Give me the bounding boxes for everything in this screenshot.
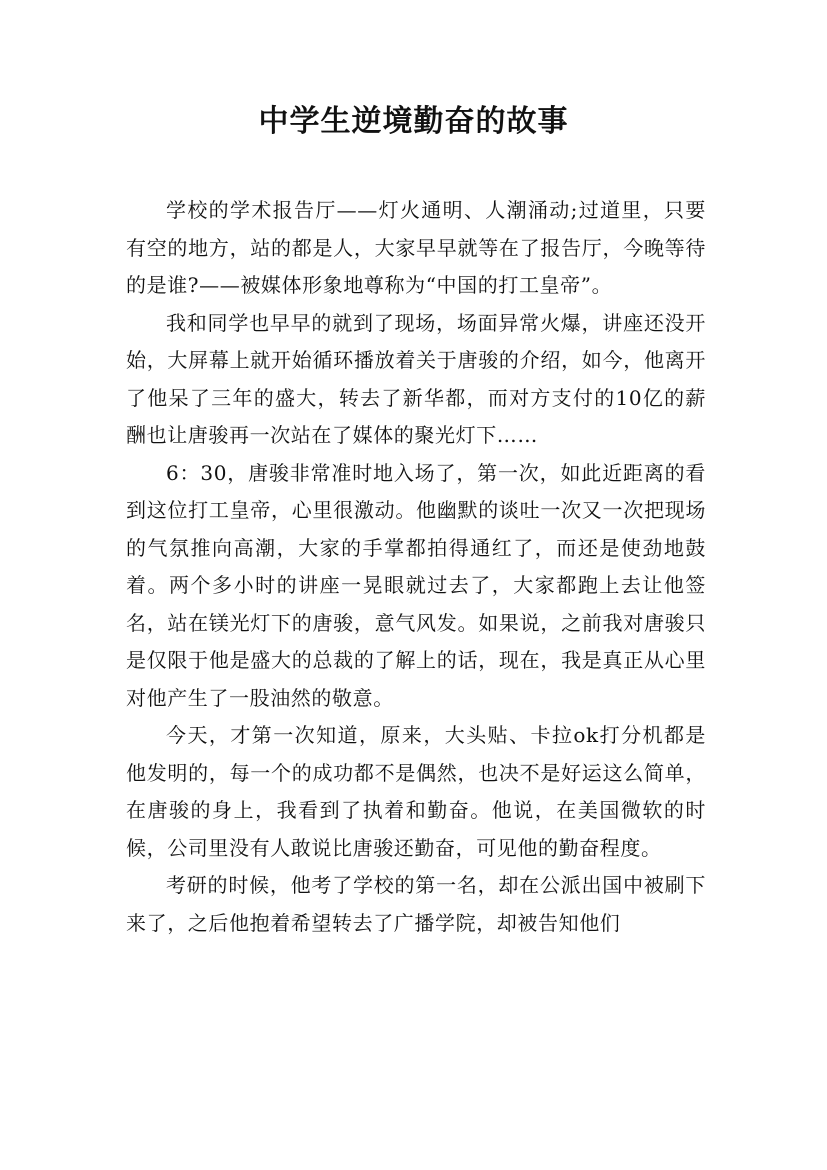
paragraph: 6：30，唐骏非常准时地入场了，第一次，如此近距离的看到这位打工皇帝，心里很激动。他幽默的谈吐一次又一次把现场的气氛推向高潮，大家的手掌都拍得通红了，而还是使劲地鼓着。两个多小时的讲座一晃眼就过去了，大家都跑上去让他签名，站在镁光灯下的唐骏，意气风发。如果说，之前我对唐骏只是仅限于他是盛大的总裁的了解上的话，现在，我是真正从心里对他产生了一股油然的敬意。 <box>126 460 706 710</box>
paragraph: 考研的时候，他考了学校的第一名，却在公派出国中被刷下来了，之后他抱着希望转去了广播学院，却被告知他们 <box>126 873 706 935</box>
paragraph: 学校的学术报告厅——灯火通明、人潮涌动;过道里，只要有空的地方，站的都是人，大家早早就等在了报告厅，今晚等待的是谁?——被媒体形象地尊称为“中国的打工皇帝”。 <box>126 198 706 297</box>
document-title: 中学生逆境勤奋的故事 <box>258 104 569 139</box>
paragraph: 我和同学也早早的就到了现场，场面异常火爆，讲座还没开始，大屏幕上就开始循环播放着关于唐骏的介绍，如今，他离开了他呆了三年的盛大，转去了新华都，而对方支付的10亿的薪酬也让唐骏再一次站在了媒体的聚光灯下…… <box>126 310 706 447</box>
document-body <box>126 192 706 942</box>
paragraph: 今天，才第一次知道，原来，大头贴、卡拉ok打分机都是他发明的，每一个的成功都不是偶然，也决不是好运这么简单，在唐骏的身上，我看到了执着和勤奋。他说，在美国微软的时候，公司里没有人敢说比唐骏还勤奋，可见他的勤奋程度。 <box>126 723 706 860</box>
